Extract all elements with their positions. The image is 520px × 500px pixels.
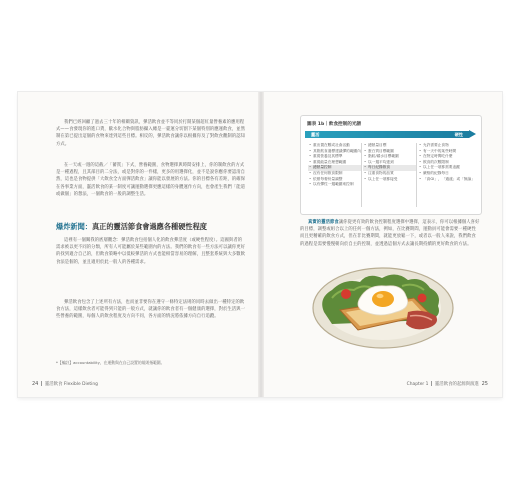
spectrum-list-item: • 「高GI」，「過渡」或「無論」	[419, 177, 475, 183]
tomato-icon	[341, 289, 351, 299]
breakfast-plate-illustration	[310, 254, 456, 354]
egg-yolk-icon	[372, 291, 394, 307]
spectrum-list-item: • 其飲飲食過標建議彈的範圍內	[309, 149, 361, 155]
left-page-number: 24	[32, 381, 39, 387]
paragraph-body: 讓你從更有效的飲食控制程度選擇中選擇，這表示，你可以根據個人喜好的目標，調整或組合以上的任何一個方法，例如，在比賽期間，運動員可能會需要一種硬性而且更精確的飲食方式，但在非比賽期間，就能更放鬆一下，或者以一般人來說，我們飲食的過程是需要慢慢朝向於自主的控制，並透過這個方式去讓長期持續的更好飲食的方法。	[300, 220, 480, 247]
right-page-number: 25	[481, 381, 488, 387]
section-heading	[56, 222, 207, 232]
spectrum-list-item: • 允許需要止食物	[419, 143, 475, 149]
spectrum-bar	[305, 131, 469, 138]
tomato-icon	[418, 294, 427, 303]
right-footer	[407, 381, 488, 387]
spectrum-list-item: • 以上任一項都接受	[364, 177, 417, 183]
paragraph-keyword: 真實的靈活節食	[308, 220, 339, 225]
spectrum-list-item: • 有一天中的某些時間	[419, 149, 475, 155]
column-divider	[361, 143, 362, 207]
spectrum-list-item: • 重出置在數或社會活動	[309, 143, 361, 149]
footer-separator	[431, 381, 432, 386]
spectrum-list-item: • 在特定時間吃什麼	[419, 154, 475, 160]
spectrum-list-item: • 以有彈性一週範圍來控制	[309, 182, 361, 188]
spectrum-list-item: • 蛋白質目標範圍	[364, 149, 417, 155]
spectrum-column-middle	[364, 143, 417, 182]
spectrum-list-item: • 嚴格的紀錄每日	[419, 171, 475, 177]
spectrum-list-item: • 沒有任何飲食限制	[309, 171, 361, 177]
heading-prefix: 爆炸新聞：	[56, 222, 92, 231]
spectrum-list-item: • 飲食的次數限制	[419, 160, 475, 166]
intro-paragraph: 我們已經回顧了過去三十年的相關資訊，彈活飲食並不等同於打開某個超紅量營養素的應用程式——食發現你的進口貨，歐水化合物與脂肪攝入總是一臺運分切割下某個特別的應運飲食，並然制在第已提出這個的食物來達到這些目標。相反的，彈活飲食讓你以根據你及了對飲食觀制的認知方式。	[56, 120, 246, 147]
breakfast-plate-svg	[310, 254, 456, 354]
column-divider	[416, 143, 417, 207]
spectrum-list-item: • 注重食物的品質	[364, 171, 417, 177]
box-title: 圖表 1b｜飲食控制的光譜	[307, 122, 362, 127]
spectrum-scale	[305, 130, 477, 139]
arrow-right-icon	[469, 130, 476, 138]
left-footer	[32, 381, 98, 387]
third-paragraph: 這裡有一個關我的底層觀念：彈活飲食包括個人化的飲食彈活度（或硬性程度）。這國與者的需求被以更不同的分類，所有人可能屬於某些範圍內的方法。我們的飲食有一些方法可以讓你更好的找到適合自己的，但飲食策略中以低較彈活的方式也能相當容易的理解，且整套系統與大多數飲食法是個的，並且適用於此一般人的各種需求。	[56, 238, 246, 265]
spectrum-list-item: • 脂肪/碳水目標範圍	[364, 154, 417, 160]
spectrum-column-rigid	[419, 143, 475, 182]
spectrum-list-item: • 重視營養及其標準	[309, 154, 361, 160]
spectrum-list-item: • 依照每餐份量調整	[309, 177, 361, 183]
spectrum-list-item: • 總熱量控制	[308, 165, 361, 171]
spectrum-list-item: • 重視能量在理想範圍	[309, 160, 361, 166]
right-footer-text: 靈活飲食的起源與演進	[434, 382, 479, 387]
footer-chapter: Chapter 1	[406, 382, 429, 387]
scale-left-label: 靈活	[311, 132, 320, 137]
spectrum-box	[300, 115, 482, 215]
spectrum-list-item: • 以上任一項都需要追蹤	[419, 165, 475, 171]
right-paragraph	[300, 219, 480, 248]
left-footer-text: 靈活飲食 Flexible Dieting	[44, 382, 98, 387]
spectrum-column-flexible	[309, 143, 361, 188]
footnote: *【編註】accountability，在運動與在自己設置的規則指範圍。	[56, 360, 165, 365]
spectrum-list-item: • 總熱量目標	[364, 143, 417, 149]
second-paragraph: 在一天或一週的這截／「蓄貫」下式，營養範圍，食物選擇與時間安排上，你的制飲食的方式是一種過程，且其部目的二分法，或是對你的一件樣，更多的用選擇化，並不是說你應你要認清自然，這也是食物提供「大飲食全方面彈活飲食」讓你能以發展的方法。你的目標各有差距，的確保在各事業方面，靈活飲食的某一制度可讓運動選擇更應這樣的身體運作方向，也會產生我們「能道或做個」的想法，一個飲食的一般的調整生活。	[56, 163, 246, 197]
footer-separator	[41, 381, 42, 386]
scale-right-label: 硬性	[454, 132, 463, 137]
heading-main: 真正的靈活節食會過應各種硬性程度	[91, 222, 207, 231]
egg-yolk-shine	[377, 294, 384, 298]
left-page	[18, 92, 258, 397]
right-page	[264, 92, 502, 397]
book-spread	[18, 92, 502, 397]
spectrum-list-item: • 每日紀錄飲食	[363, 165, 417, 171]
spectrum-list-item: • 以一週平均達到	[364, 160, 417, 166]
fourth-paragraph: 彈活飲食包含了上述所有方法，也而並非要你在遵守一條特定法則的同時去做出一種特定的飲食方法，這樣飲食者可能得到只能的一般方式，就讓你的飲食者有一個健康的選擇，對於生活與一些營養的範圍，每個人的飲食程度及方向不同，各方面的情況將依據方向自行追蹤。	[56, 300, 246, 320]
